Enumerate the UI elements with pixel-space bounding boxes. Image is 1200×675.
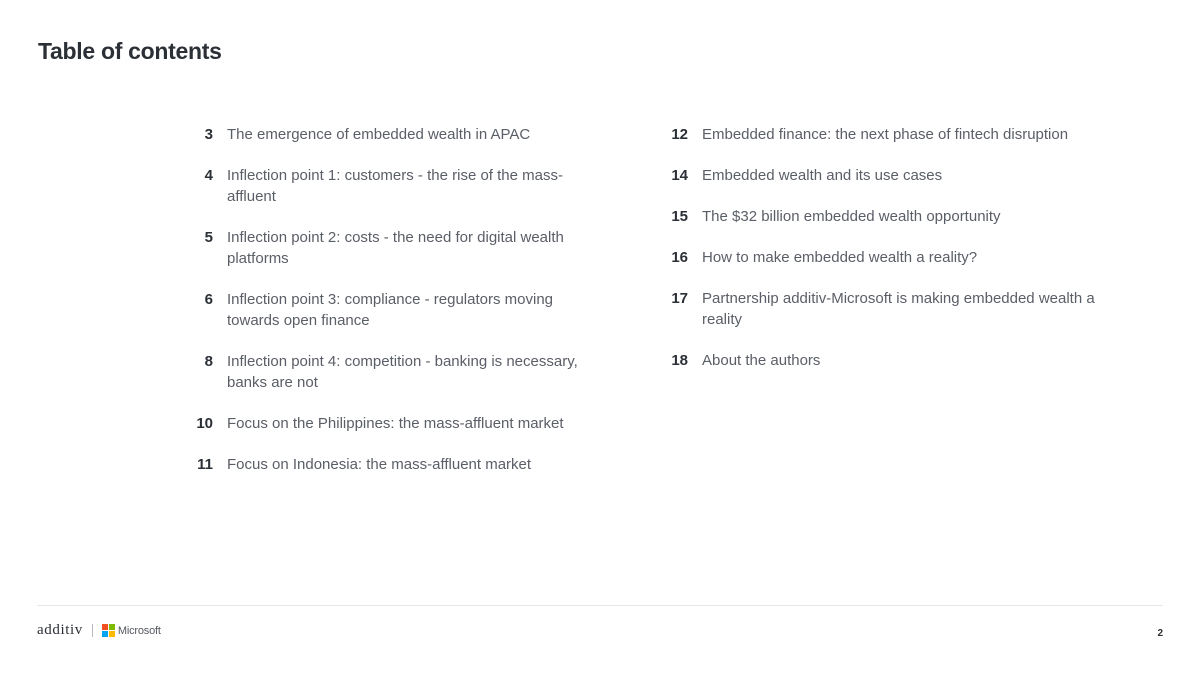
toc-entry-title: Embedded wealth and its use cases bbox=[702, 167, 943, 184]
toc-entry-title: Embedded finance: the next phase of fintech disruption bbox=[702, 126, 1069, 143]
toc-entry-title: How to make embedded wealth a reality? bbox=[702, 249, 978, 266]
toc-entry[interactable] bbox=[655, 247, 1095, 268]
toc-page-number: 8 bbox=[204, 353, 213, 370]
toc-entry-title: About the authors bbox=[702, 352, 821, 369]
toc-entry[interactable] bbox=[180, 454, 600, 475]
toc-entry[interactable] bbox=[655, 206, 1095, 227]
microsoft-grid-icon bbox=[102, 624, 115, 637]
microsoft-square-red bbox=[102, 624, 108, 630]
toc-page-number: 10 bbox=[196, 415, 213, 432]
toc-page-number: 17 bbox=[671, 290, 688, 307]
toc-page-number: 6 bbox=[204, 291, 213, 308]
logo-separator bbox=[92, 624, 93, 637]
additiv-logo: additiv bbox=[37, 622, 83, 638]
toc-page-number: 15 bbox=[671, 208, 688, 225]
microsoft-square-green bbox=[109, 624, 115, 630]
microsoft-square-blue bbox=[102, 631, 108, 637]
toc-left-column bbox=[180, 124, 600, 495]
toc-page-number: 12 bbox=[671, 126, 688, 143]
footer-logos bbox=[37, 622, 161, 639]
toc-entry-title: Inflection point 4: competition - banking is necessary, banks are not bbox=[227, 353, 578, 391]
toc-page-number: 11 bbox=[197, 456, 213, 473]
microsoft-logo bbox=[102, 624, 161, 637]
toc-entry-title: Focus on the Philippines: the mass-affluent market bbox=[227, 415, 564, 432]
toc-page-number: 4 bbox=[204, 167, 213, 184]
page-title: Table of contents bbox=[38, 38, 222, 64]
toc-entry[interactable] bbox=[180, 124, 600, 145]
footer-divider bbox=[37, 605, 1163, 606]
toc-entry-title: Inflection point 2: costs - the need for digital wealth platforms bbox=[227, 229, 564, 267]
toc-entry-title: The emergence of embedded wealth in APAC bbox=[227, 126, 531, 143]
toc-page-number: 16 bbox=[671, 249, 688, 266]
toc-entry[interactable] bbox=[180, 227, 600, 269]
toc-page-number: 5 bbox=[204, 229, 213, 246]
toc-entry[interactable] bbox=[655, 165, 1095, 186]
toc-entry[interactable] bbox=[655, 288, 1095, 330]
page-number: 2 bbox=[1157, 628, 1163, 639]
toc-page-number: 14 bbox=[671, 167, 688, 184]
toc-entry[interactable] bbox=[180, 165, 600, 207]
toc-entry[interactable] bbox=[655, 350, 1095, 371]
toc-entry[interactable] bbox=[180, 351, 600, 393]
toc-page-number: 18 bbox=[671, 352, 688, 369]
microsoft-square-yellow bbox=[109, 631, 115, 637]
toc-entry[interactable] bbox=[180, 413, 600, 434]
toc-entry[interactable] bbox=[180, 289, 600, 331]
toc-entry-title: Inflection point 1: customers - the rise of the mass-affluent bbox=[227, 167, 563, 205]
toc-right-column bbox=[655, 124, 1095, 391]
toc-entry-title: Partnership additiv-Microsoft is making embedded wealth a reality bbox=[702, 290, 1095, 328]
toc-entry-title: The $32 billion embedded wealth opportunity bbox=[702, 208, 1001, 225]
microsoft-wordmark: Microsoft bbox=[117, 624, 161, 637]
toc-entry-title: Focus on Indonesia: the mass-affluent market bbox=[227, 456, 532, 473]
toc-page-number: 3 bbox=[204, 126, 213, 143]
toc-entry[interactable] bbox=[655, 124, 1095, 145]
toc-entry-title: Inflection point 3: compliance - regulators moving towards open finance bbox=[227, 291, 554, 329]
